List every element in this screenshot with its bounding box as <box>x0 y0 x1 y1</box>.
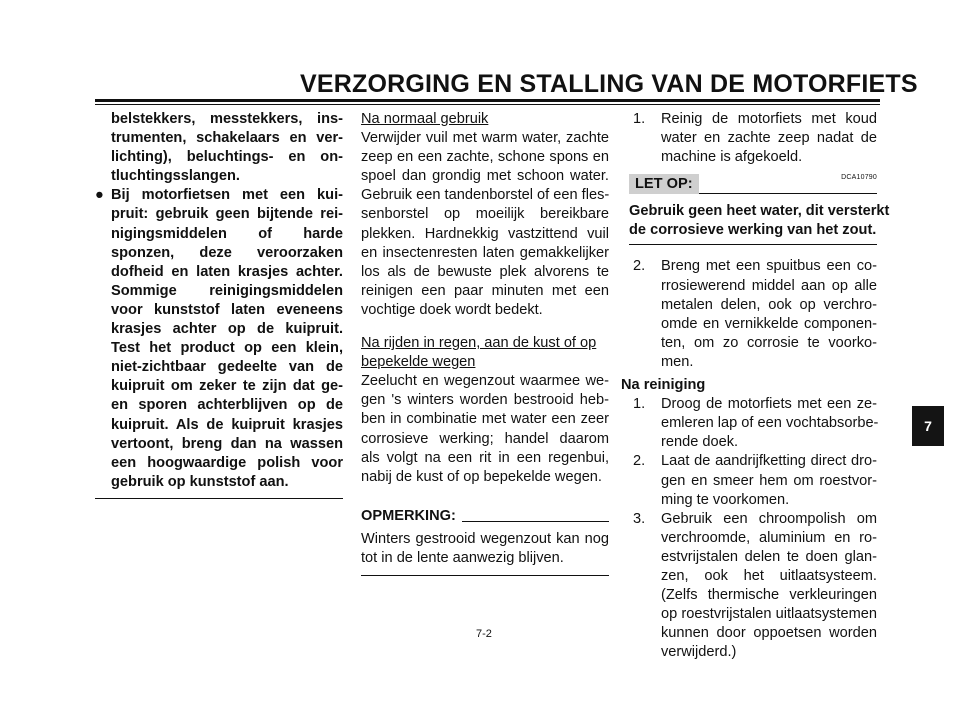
text-line: lichting), beluchtings- en on- <box>111 149 343 166</box>
section-rain-coast <box>361 334 609 487</box>
header-rule-thin <box>95 104 880 105</box>
text-line: spoel dan grondig met schoon water. <box>361 168 609 185</box>
text-line: vertoont, breng dan na wassen <box>111 435 343 452</box>
text-line: rrosiewerend middel aan op alle <box>661 277 877 294</box>
text-line: kuipruit om zeker te zijn dat ge- <box>111 378 343 395</box>
notice-box <box>629 174 890 245</box>
step-item <box>629 395 877 452</box>
text-line: als volgt na een rit in een regenbui, <box>361 449 609 466</box>
section-heading: Na normaal gebruik <box>361 111 489 127</box>
text-line: los als de bewuste plek alvorens te <box>361 263 609 280</box>
warning-end-rule <box>95 498 343 499</box>
note-label: OPMERKING: <box>361 507 456 524</box>
text-line: Laat de aandrijfketting direct dro- <box>661 453 877 470</box>
text-line: pruit: gebruik geen bijtende rei- <box>111 206 343 223</box>
text-line: reinigen een paar minuten met een <box>361 282 609 299</box>
page-number: 7-2 <box>476 628 492 640</box>
text-line: zeep en een zachte, schone spons en <box>361 149 609 166</box>
text-line: sponzen, deze veroorzaken <box>111 244 343 261</box>
text-line: vochtige doek wordt bedekt. <box>361 301 543 318</box>
text-line: verchroomde, aluminium en ro- <box>661 529 877 546</box>
chapter-tab: 7 <box>912 406 944 446</box>
section-heading: bepekelde wegen <box>361 354 476 371</box>
continued-warning-text <box>95 110 343 186</box>
step-number: 2. <box>633 453 646 470</box>
column-right <box>621 110 890 662</box>
step-number: 3. <box>633 510 646 527</box>
step-item <box>629 257 877 372</box>
text-line: en sporen achterblijven op de <box>111 397 343 414</box>
text-line: verwijderd.) <box>661 644 737 661</box>
text-line: Sommige reinigingsmiddelen <box>111 282 343 299</box>
text-line: nabij de kust of op bepekelde wegen. <box>361 468 602 485</box>
text-line: een hoogwaardige polish voor <box>111 454 343 471</box>
text-line: Gebruik een chroompolish om <box>661 510 877 527</box>
bullet-icon: ● <box>95 187 104 204</box>
text-line: nigingsmiddelen of harde <box>111 225 343 242</box>
header-rule-thick <box>95 99 880 102</box>
step-number: 2. <box>633 258 646 275</box>
section-heading: Na reiniging <box>621 377 706 394</box>
step-number: 1. <box>633 111 646 127</box>
notice-header <box>629 174 877 196</box>
text-line: belstekkers, messtekkers, ins- <box>111 111 343 127</box>
notice-rule <box>699 193 877 194</box>
text-line: krasjes achter op de kuipruit. <box>111 321 343 338</box>
note-end-rule <box>361 575 609 576</box>
text-line: gen 's winters worden bestrooid heb- <box>361 392 609 409</box>
text-line: Reinig de motorfiets met koud <box>661 111 877 127</box>
text-line: niet-zichtbaar gedeelte van de <box>111 359 343 376</box>
text-line: tot in de lente aanwezig blijven. <box>361 549 564 566</box>
text-line: Gebruik een tandenborstel of een fles- <box>361 187 610 204</box>
text-line: Bij motorfietsen met een kui- <box>111 187 343 204</box>
note-box <box>361 507 609 576</box>
text-line: ming te voorkomen. <box>661 491 790 508</box>
text-line: emleren lap of een vochtabsorbe- <box>661 415 879 432</box>
text-line: omde en vernikkelde componen- <box>661 315 877 332</box>
text-line: Winters gestrooid wegenzout kan nog <box>361 530 609 547</box>
text-line: voor kunststof laten eveneens <box>111 301 343 318</box>
text-line: kunnen door oppoetsen worden <box>661 625 877 642</box>
text-line: Gebruik geen heet water, dit versterkt <box>629 203 890 220</box>
text-line: en insectenresten laten gemakkelijker <box>361 244 609 261</box>
text-line: Droog de motorfiets met een ze- <box>661 396 877 413</box>
text-line: rende doek. <box>661 434 739 451</box>
column-middle <box>361 110 609 576</box>
text-line: gebruik op kunststof aan. <box>111 473 289 490</box>
text-line: trumenten, schakelaars en ver- <box>111 130 343 147</box>
text-line: (Zelfs thermische verkleuringen <box>661 587 877 604</box>
text-line: op roestvrijstalen uitlaatsystemen <box>661 606 877 623</box>
text-line: tluchtingsslangen. <box>111 168 240 185</box>
text-line: men. <box>661 353 694 370</box>
text-line: de corrosieve werking van het zout. <box>629 222 877 239</box>
note-header <box>361 507 609 526</box>
step-item <box>629 510 877 663</box>
text-line: gen en smeer hem om roestvor- <box>661 472 877 489</box>
text-line: dofheid en laten krasjes achter. <box>111 263 343 280</box>
text-line: Breng met een spuitbus een co- <box>661 258 877 275</box>
text-line: metalen delen, ook op verchro- <box>661 296 877 313</box>
text-line: Test het product op een klein, <box>111 340 343 357</box>
text-line: zen, ook het uitlaatsysteem. <box>661 567 877 584</box>
step-item <box>629 110 877 167</box>
step-item <box>629 452 877 509</box>
notice-badge: LET OP: <box>629 174 699 194</box>
page-title: VERZORGING EN STALLING VAN DE MOTORFIETS <box>300 70 918 98</box>
text-line: machine is afgekoeld. <box>661 149 803 166</box>
section-heading: Na rijden in regen, aan de kust of op <box>361 335 597 352</box>
text-line: Verwijder vuil met warm water, zachte <box>361 130 609 147</box>
step-number: 1. <box>633 396 646 413</box>
text-line: estvrijstalen delen te doen glan- <box>661 548 877 565</box>
section-normal-use <box>361 110 609 320</box>
text-line: kuipruit. Als de kuipruit krasjes <box>111 416 343 433</box>
column-left <box>95 110 343 499</box>
text-line: water en zachte zeep nadat de <box>661 130 877 147</box>
text-line: senborstel op moeilijk bereikbare <box>361 206 609 223</box>
text-line: ten, om zo corrosie te voorko- <box>661 334 877 351</box>
bullet-item-windshield <box>95 186 343 492</box>
text-line: plekken. Hardnekkig vastzittend vuil <box>361 225 609 242</box>
note-rule <box>462 520 609 522</box>
text-line: corrosieve werking; handel daarom <box>361 430 609 447</box>
text-line: ben in combinatie met water een zeer <box>361 411 609 428</box>
text-line: Zeelucht en wegenzout waarmee we- <box>361 373 609 390</box>
notice-code: DCA10790 <box>841 174 877 182</box>
